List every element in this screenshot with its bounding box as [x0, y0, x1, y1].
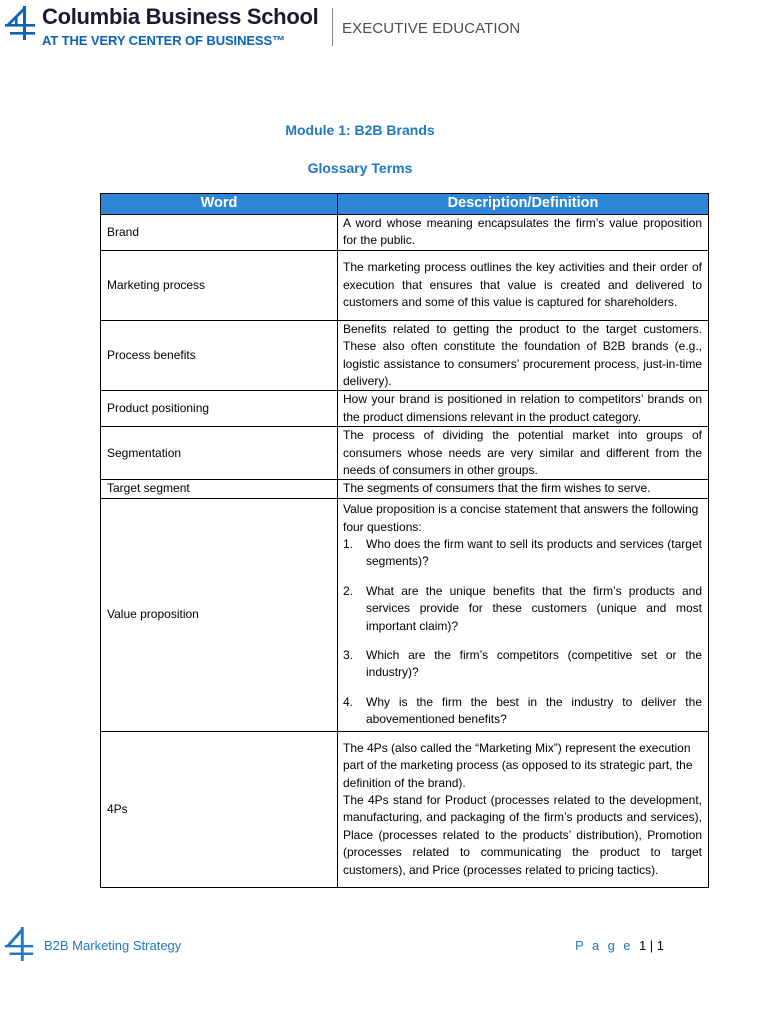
table-header-row — [101, 194, 709, 215]
list-item — [343, 694, 702, 729]
table-row — [101, 480, 709, 498]
term-word: Brand — [101, 215, 338, 251]
term-definition: How your brand is positioned in relation to competitors’ brands on the product dimensions relevant in the product category. — [338, 391, 709, 427]
page-number: 1 | 1 — [638, 938, 664, 953]
list-item — [343, 536, 702, 571]
term-definition: The process of dividing the potential market into groups of consumers whose needs are very similar and different from the needs of consumers in other groups. — [338, 427, 709, 480]
school-name: Columbia Business School — [42, 4, 319, 29]
footer-page-number — [575, 938, 664, 953]
list-item — [343, 647, 702, 682]
document-subtitle: Glossary Terms — [307, 160, 413, 176]
footer-course-name: B2B Marketing Strategy — [44, 938, 182, 953]
term-definition: The segments of consumers that the firm wishes to serve. — [338, 480, 709, 498]
term-word: Marketing process — [101, 250, 338, 320]
list-item-number: 4. — [343, 694, 354, 709]
columbia-crown-logo-icon — [2, 4, 38, 42]
term-word: Value proposition — [101, 498, 338, 731]
term-word: Target segment — [101, 480, 338, 498]
list-item-number: 3. — [343, 647, 354, 662]
term-definition: A word whose meaning encapsulates the firm’s value proposition for the public. — [338, 215, 709, 251]
glossary-table — [100, 193, 709, 888]
header-word: Word — [101, 194, 338, 215]
header-definition: Description/Definition — [338, 194, 709, 215]
four-ps-detail: The 4Ps stand for Product (processes related to the development, manufacturing, and packaging of the firm’s products and services), Place (processes related to the products’ distribution), Promotion (processes related to communicating the product to target customers), and Price (processes related to pricing tactics). — [343, 792, 702, 877]
list-item-text: Why is the firm the best in the industry to deliver the abovementioned benefits? — [366, 694, 702, 727]
term-definition: The marketing process outlines the key activities and their order of execution that ensures that value is created and delivered to customers and some of this value is captured for shareholders. — [338, 250, 709, 320]
term-word: 4Ps — [101, 731, 338, 887]
page-label: P a g e — [575, 938, 633, 953]
list-item — [343, 583, 702, 635]
page-header — [0, 0, 768, 48]
table-row — [101, 320, 709, 391]
value-proposition-intro: Value proposition is a concise statement that answers the following four questions: — [343, 502, 699, 534]
term-word: Segmentation — [101, 427, 338, 480]
table-row — [101, 498, 709, 731]
table-row — [101, 427, 709, 480]
term-definition — [338, 498, 709, 731]
term-definition: Benefits related to getting the product to the target customers. These also often constitute the foundation of B2B brands (e.g., logistic assistance to consumers’ procurement process, just-in-time delivery). — [338, 320, 709, 391]
table-row — [101, 215, 709, 251]
header-divider — [332, 8, 333, 46]
division-name: EXECUTIVE EDUCATION — [342, 20, 521, 37]
table-row — [101, 731, 709, 887]
term-word: Product positioning — [101, 391, 338, 427]
columbia-crown-footer-icon — [2, 924, 36, 964]
list-item-text: What are the unique benefits that the firm’s products and services provide for these customers (unique and most important claim)? — [366, 583, 702, 633]
school-tagline: AT THE VERY CENTER OF BUSINESS™ — [42, 33, 285, 48]
table-row — [101, 391, 709, 427]
term-word: Process benefits — [101, 320, 338, 391]
term-definition — [338, 731, 709, 887]
document-title: Module 1: B2B Brands — [285, 122, 435, 138]
value-proposition-list — [343, 536, 702, 729]
list-item-text: Which are the firm’s competitors (competitive set or the industry)? — [366, 647, 702, 680]
list-item-text: Who does the firm want to sell its products and services (target segments)? — [366, 536, 702, 569]
table-row — [101, 250, 709, 320]
list-item-number: 2. — [343, 583, 354, 598]
list-item-number: 1. — [343, 536, 354, 551]
four-ps-intro: The 4Ps (also called the “Marketing Mix”) represent the execution part of the marketing process (as opposed to its strategic part, the definition of the brand). — [343, 740, 693, 790]
